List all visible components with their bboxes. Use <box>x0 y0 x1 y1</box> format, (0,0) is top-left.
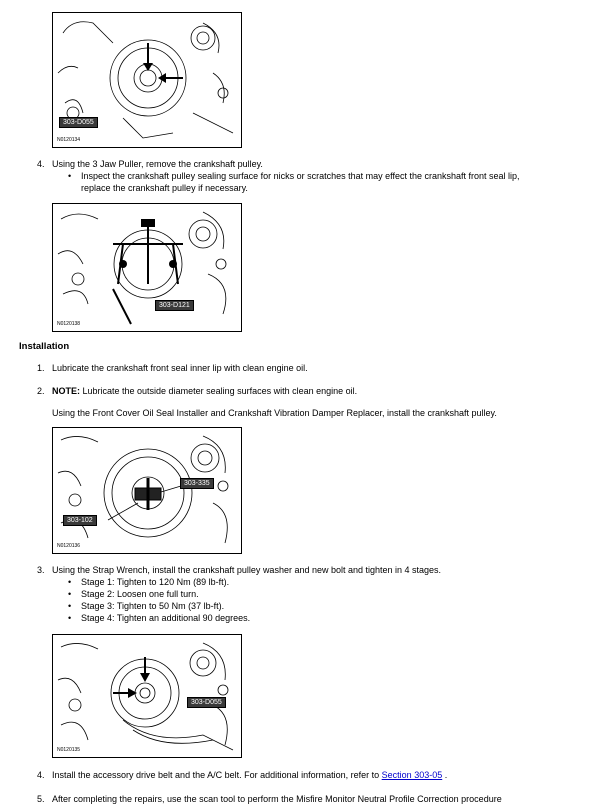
figure-id: N0120135 <box>57 747 81 753</box>
engine-illustration-3 <box>53 428 241 553</box>
figure-pulley-bolt-removal <box>52 12 242 148</box>
bullet-icon: • <box>68 601 72 611</box>
step-number: 5. <box>37 794 45 804</box>
figure-pulley-installer <box>52 427 242 554</box>
tool-tag: 303-335 <box>180 478 214 489</box>
section-heading: Installation <box>19 341 70 352</box>
step-number: 3. <box>37 565 45 575</box>
tool-tag: 303-D055 <box>187 697 226 708</box>
tool-tag: 303-D055 <box>59 117 98 128</box>
step-number: 2. <box>37 386 45 396</box>
bullet-icon: • <box>68 589 72 599</box>
figure-id: N0120138 <box>57 321 81 327</box>
figure-id: N0120136 <box>57 543 81 549</box>
step-text-suffix: . <box>442 770 448 780</box>
stage-item: Stage 3: Tighten to 50 Nm (37 lb-ft). <box>81 601 225 611</box>
step-number: 1. <box>37 363 45 373</box>
section-link[interactable]: Section 303-05 <box>381 770 443 780</box>
step-text: After completing the repairs, use the scan tool to perform the Misfire Monitor Neutral Profile Correction procedure <box>52 794 502 804</box>
step-number: 4. <box>37 770 45 780</box>
figure-strap-wrench <box>52 634 242 758</box>
engine-illustration-2 <box>53 204 241 331</box>
note-label: NOTE: <box>52 386 80 396</box>
tool-tag: 303-D121 <box>155 300 194 311</box>
step-text: Using the Strap Wrench, install the crankshaft pulley washer and new bolt and tighten in 4 stages. <box>52 565 442 575</box>
engine-illustration-4 <box>53 635 241 757</box>
bullet-icon: • <box>68 577 72 587</box>
bullet-text: Inspect the crankshaft pulley sealing surface for nicks or scratches that may effect the crankshaft front seal lip, <box>81 171 520 181</box>
step-text: Using the 3 Jaw Puller, remove the crankshaft pulley. <box>52 159 263 169</box>
step-text: Lubricate the crankshaft front seal inner lip with clean engine oil. <box>52 363 308 373</box>
step-text: Install the accessory drive belt and the A/C belt. For additional information, refer to <box>52 770 382 780</box>
bullet-icon: • <box>68 613 72 623</box>
note-line <box>52 385 357 397</box>
figure-jaw-puller <box>52 203 242 332</box>
bullet-text-continued: replace the crankshaft pulley if necessary. <box>81 183 248 193</box>
step-line <box>52 769 447 781</box>
stage-item: Stage 2: Loosen one full turn. <box>81 589 199 599</box>
step-text: Using the Front Cover Oil Seal Installer and Crankshaft Vibration Damper Replacer, install the crankshaft pulley. <box>52 408 497 418</box>
tool-tag: 303-102 <box>63 515 97 526</box>
note-text: Lubricate the outside diameter sealing surfaces with clean engine oil. <box>80 386 358 396</box>
stage-item: Stage 4: Tighten an additional 90 degrees. <box>81 613 251 623</box>
figure-id: N0120134 <box>57 137 81 143</box>
stage-item: Stage 1: Tighten to 120 Nm (89 lb-ft). <box>81 577 230 587</box>
bullet-icon: • <box>68 171 72 181</box>
step-number: 4. <box>37 159 45 169</box>
